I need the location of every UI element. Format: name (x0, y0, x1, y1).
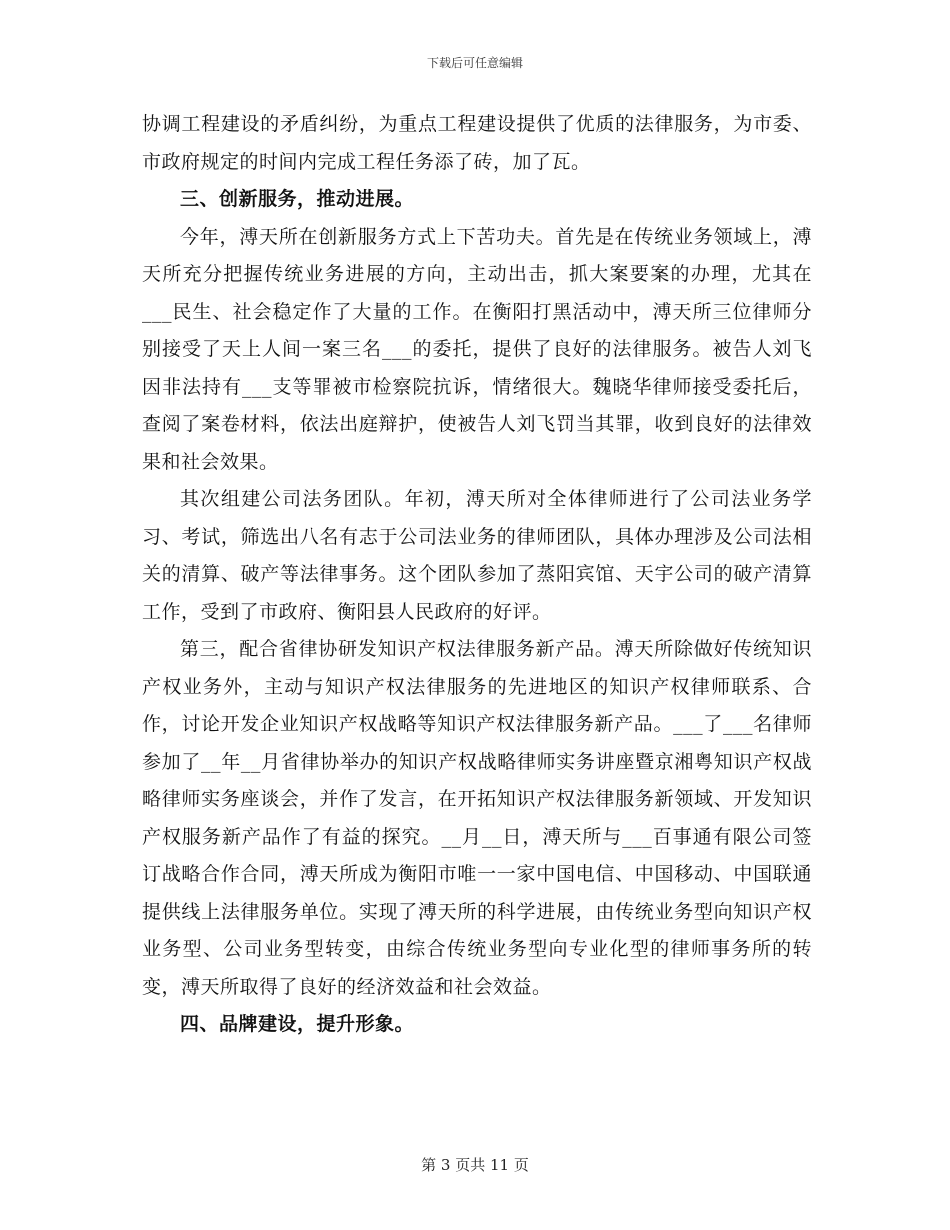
paragraph-continuation: 协调工程建设的矛盾纠纷，为重点工程建设提供了优质的法律服务，为市委、市政府规定的时间内完成工程任务添了砖，加了瓦。 (142, 113, 812, 173)
section-heading-4: 四、品牌建设，提升形象。 (180, 1013, 415, 1035)
document-body (142, 106, 812, 1044)
paragraph-corporate-team: 其次组建公司法务团队。年初，溥天所对全体律师进行了公司法业务学习、考试，筛选出八名有志于公司法业务的律师团队，具体办理涉及公司法相关的清算、破产等法律事务。这个团队参加了蒸阳宾馆、天宇公司的破产清算工作，受到了市政府、衡阳县人民政府的好评。 (142, 488, 812, 623)
paragraph-innovation-intro: 今年，溥天所在创新服务方式上下苦功夫。首先是在传统业务领域上，溥天所充分把握传统业务进展的方向，主动出击，抓大案要案的办理，尤其在___民生、社会稳定作了大量的工作。在衡阳打黑活动中，溥天所三位律师分别接受了天上人间一案三名___的委托，提供了良好的法律服务。被告人刘飞因非法持有___支等罪被市检察院抗诉，情绪很大。魏晓华律师接受委托后，查阅了案卷材料，依法出庭辩护，使被告人刘飞罚当其罪，收到良好的法律效果和社会效果。 (142, 225, 812, 473)
section-heading-3: 三、创新服务，推动进展。 (180, 188, 415, 210)
page-header: 下载后可任意编辑 (426, 56, 523, 70)
page-footer: 第 3 页共 11 页 (421, 1156, 529, 1174)
paragraph-ip-services: 第三，配合省律协研发知识产权法律服务新产品。溥天所除做好传统知识产权业务外，主动与知识产权法律服务的先进地区的知识产权律师联系、合作，讨论开发企业知识产权战略等知识产权法律服务新产品。___了___名律师参加了__年__月省律协举办的知识产权战略律师实务讲座暨京湘粤知识产权战略律师实务座谈会，并作了发言，在开拓知识产权法律服务新领域、开发知识产权服务新产品作了有益的探究。__月__日，溥天所与___百事通有限公司签订战略合作合同，溥天所成为衡阳市唯一一家中国电信、中国移动、中国联通提供线上法律服务单位。实现了溥天所的科学进展，由传统业务型向知识产权业务型、公司业务型转变，由综合传统业务型向专业化型的律师事务所的转变，溥天所取得了良好的经济效益和社会效益。 (142, 638, 812, 998)
